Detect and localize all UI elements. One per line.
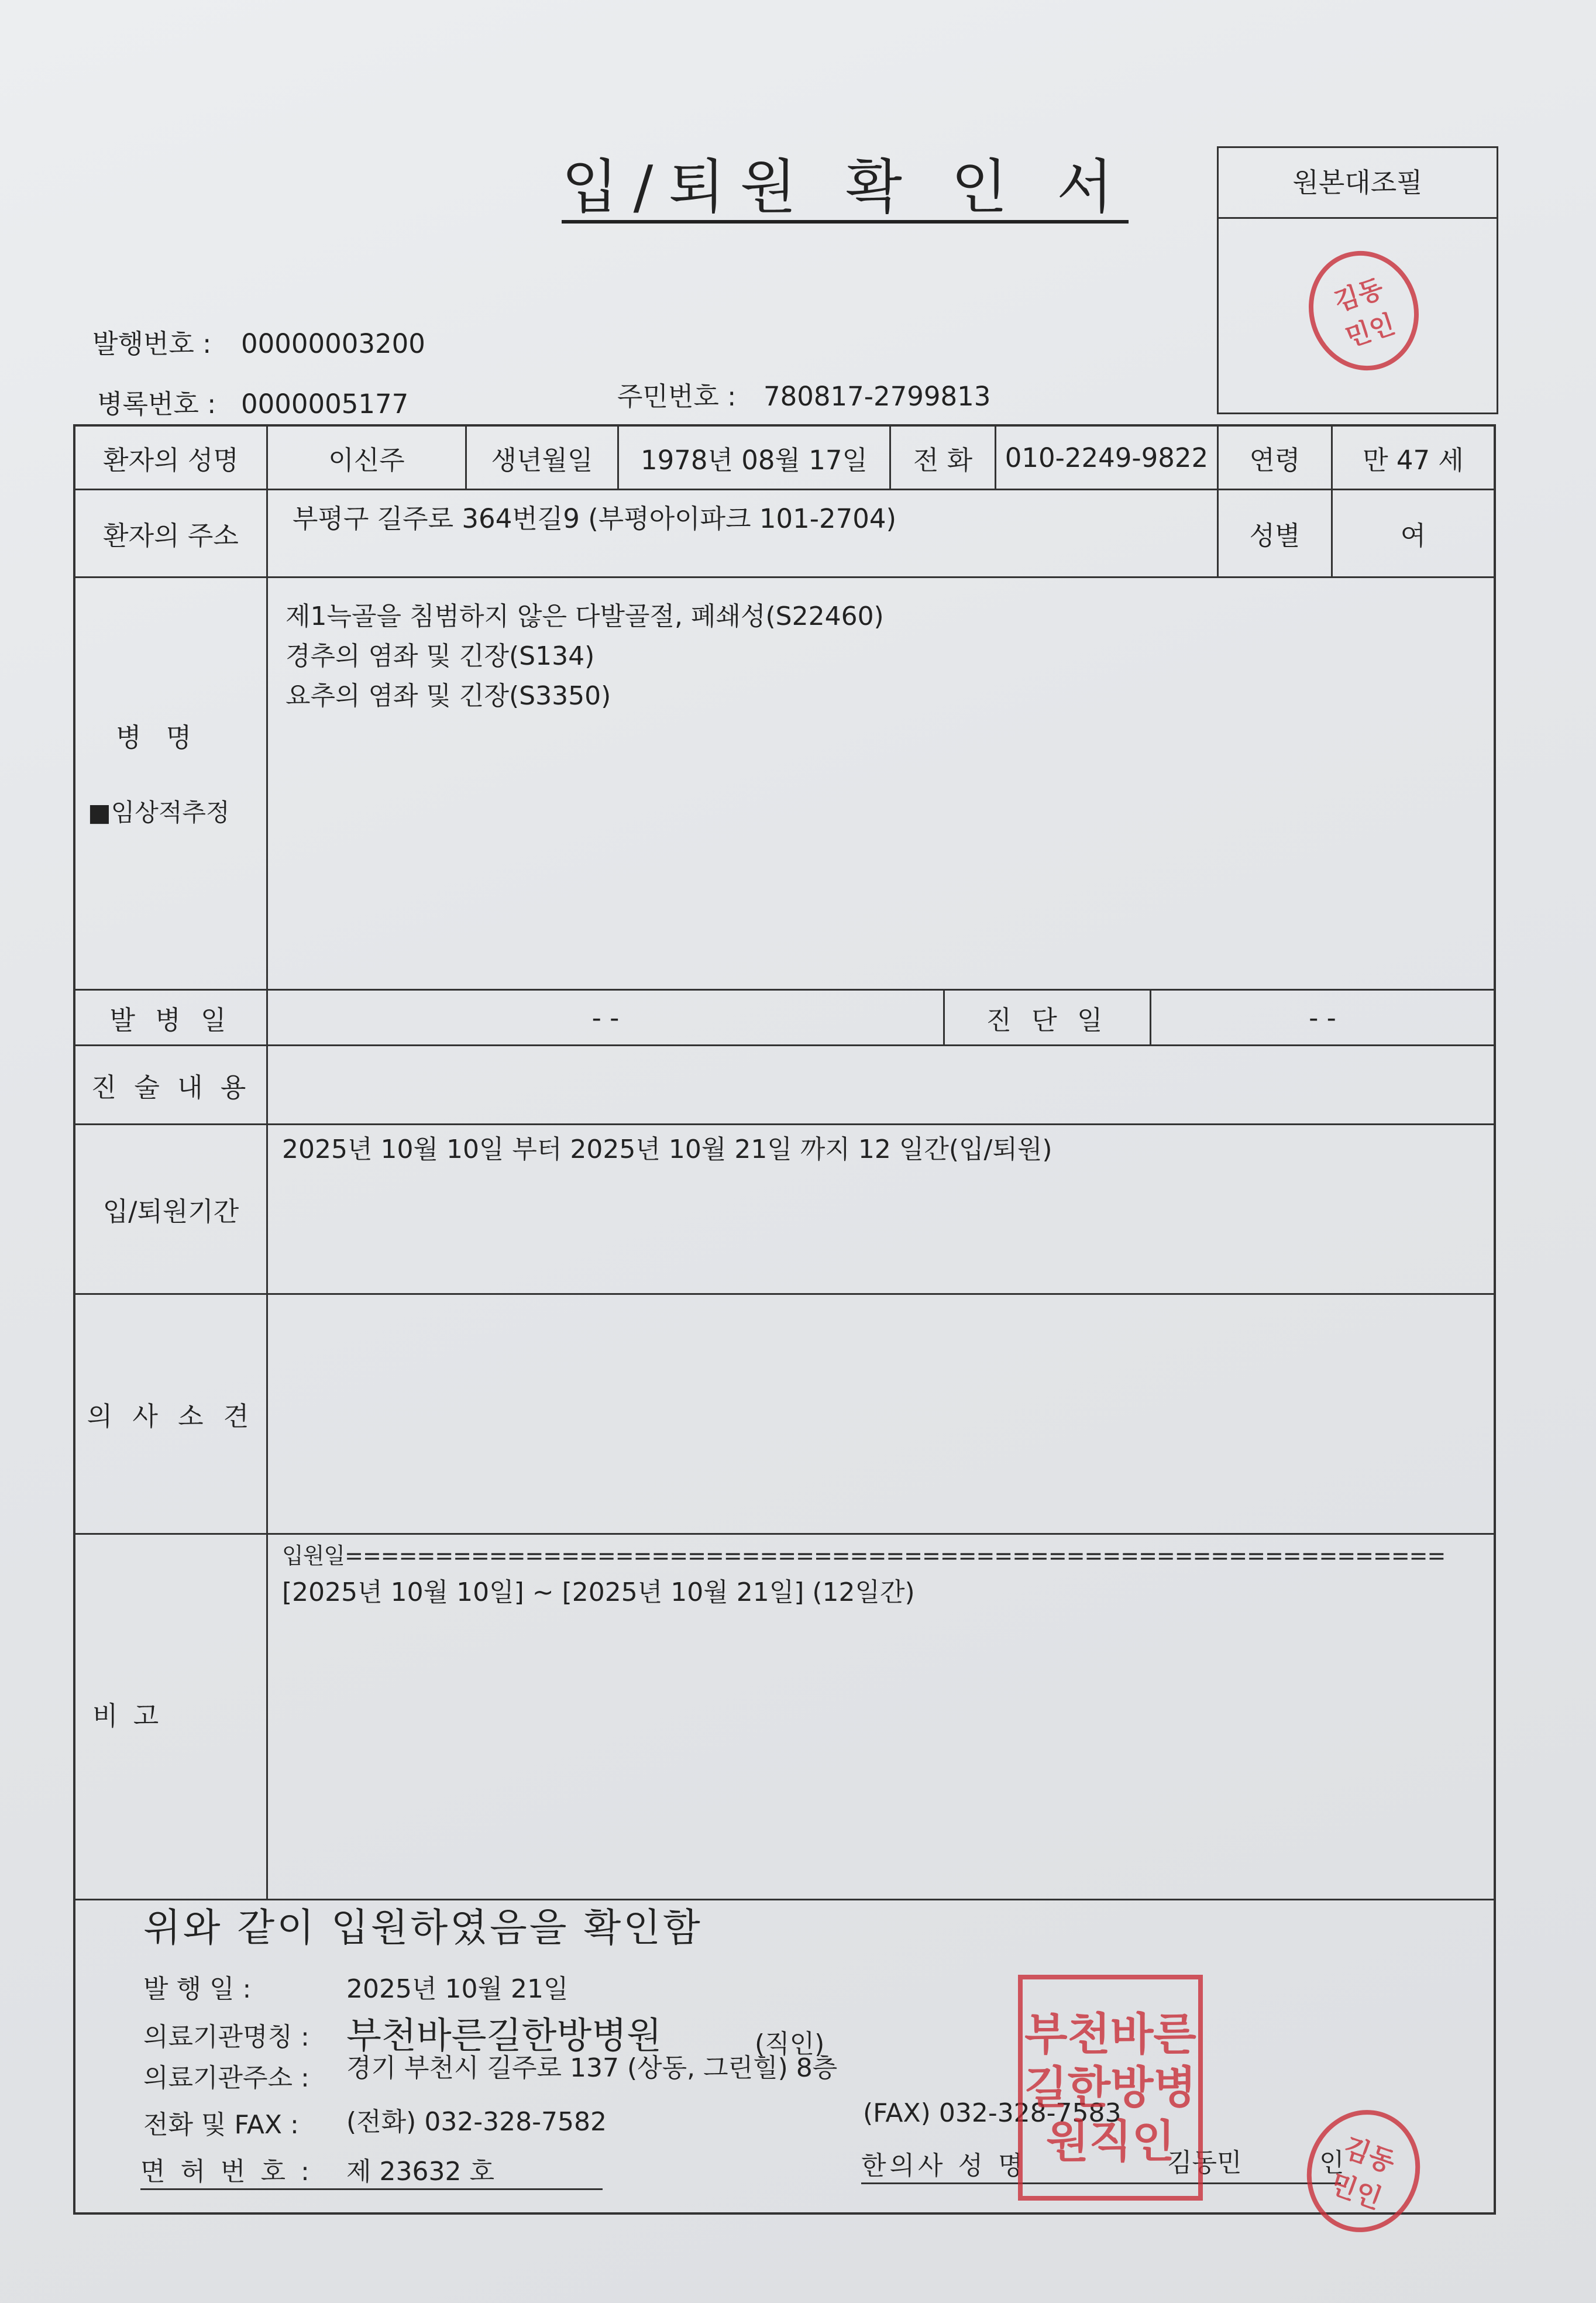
sex-label: 성별: [1249, 520, 1301, 551]
row-line: [73, 1293, 1494, 1295]
admission-period: 2025년 10월 10일 부터 2025년 10월 21일 까지 12 일간(입/퇴원): [282, 1135, 1052, 1164]
doctor-name: 김동민: [1167, 2148, 1242, 2178]
statement-label: 진 술 내 용: [91, 1071, 251, 1103]
diagnosis-sub-label: ■임상적추정: [88, 798, 230, 827]
sex-value: 여: [1400, 520, 1426, 551]
row-line: [73, 576, 1494, 578]
table-border-bottom: [73, 2212, 1496, 2215]
diagnosis-item: 요추의 염좌 및 긴장(S3350): [286, 681, 611, 711]
hospital-seal-image: 부천바른 길한방병 원직인: [1018, 1975, 1203, 2201]
doctor-seal-image: 김동 민인: [1290, 2094, 1437, 2249]
patient-name-label: 환자의 성명: [103, 444, 239, 476]
diagnosis-label: 병 명: [116, 722, 200, 753]
remarks-line-1: 입원일=============================================================: [282, 1543, 1446, 1569]
institution-seal-note: (직인): [755, 2029, 825, 2059]
confirmation-statement: 위와 같이 입원하였음을 확인함: [143, 1905, 703, 1950]
resident-no: 780817-2799813: [763, 381, 991, 412]
diagnosis-item: 경추의 염좌 및 긴장(S134): [286, 641, 595, 671]
institution-fax: (FAX) 032-328-7583: [863, 2098, 1122, 2128]
document-title: 입/퇴원 확 인 서: [562, 158, 1129, 224]
issue-date-label: 발 행 일 :: [143, 1974, 252, 2004]
remarks-label: 비 고: [92, 1700, 163, 1731]
label-column-divider: [266, 424, 268, 1899]
doctor-seal-note: 인: [1319, 2148, 1344, 2178]
license-underline: [140, 2188, 603, 2190]
phone-fax-label: 전화 및 FAX :: [143, 2110, 299, 2140]
row-line: [73, 1123, 1494, 1125]
phone-label: 전 화: [913, 444, 973, 476]
institution-phone: (전화) 032-328-7582: [346, 2107, 607, 2137]
age-label: 연령: [1249, 444, 1301, 476]
institution-address: 경기 부천시 길주로 137 (상동, 그린힐) 8층: [346, 2053, 838, 2083]
table-border-right: [1494, 424, 1496, 2215]
row-line: [73, 1899, 1494, 1900]
birth-date: 1978년 08월 17일: [640, 444, 868, 476]
row-line: [73, 1533, 1494, 1535]
institution-name-label: 의료기관명칭 :: [143, 2022, 309, 2052]
issue-date: 2025년 10월 21일: [346, 1974, 569, 2004]
admission-label: 입/퇴원기간: [102, 1196, 239, 1227]
copy-verification-box: [1217, 146, 1498, 414]
address-label: 환자의 주소: [103, 520, 239, 551]
onset-label: 발 병 일: [109, 1004, 232, 1036]
issue-no-label: 발행번호 :: [92, 328, 212, 359]
opinion-label: 의 사 소 견: [87, 1401, 255, 1432]
verification-seal-image: 김동 민인: [1294, 236, 1435, 384]
resident-no-label: 주민번호 :: [617, 381, 737, 412]
patient-name: 이신주: [328, 444, 405, 476]
birth-label: 생년월일: [491, 444, 593, 476]
license-no: 제 23632 호: [346, 2157, 494, 2187]
institution-address-label: 의료기관주소 :: [143, 2063, 309, 2093]
issue-no: 00000003200: [241, 328, 425, 359]
license-no-label: 면 허 번 호 :: [140, 2157, 313, 2187]
remarks-line-2: [2025년 10월 10일] ~ [2025년 10월 21일] (12일간): [282, 1577, 915, 1607]
diagnosis-date-label: 진 단 일: [986, 1004, 1109, 1036]
record-no: 0000005177: [241, 389, 409, 420]
patient-address: 부평구 길주로 364번길9 (부평아이파크 101-2704): [293, 503, 897, 534]
onset-value: - -: [591, 1002, 620, 1033]
phone-number: 010-2249-9822: [1005, 442, 1209, 473]
doctor-name-label: 한의사 성 명: [861, 2151, 1027, 2181]
copy-box-label: 원본대조필: [1219, 148, 1497, 219]
row-line: [73, 1044, 1494, 1046]
diagnosis-date-value: - -: [1309, 1002, 1336, 1033]
record-no-label: 병록번호 :: [97, 389, 216, 420]
age-value: 만 47 세: [1363, 444, 1464, 476]
diagnosis-list: [286, 597, 884, 716]
institution-name: 부천바른길한방병원: [346, 2014, 662, 2057]
diagnosis-item: 제1늑골을 침범하지 않은 다발골절, 폐쇄성(S22460): [286, 601, 884, 631]
